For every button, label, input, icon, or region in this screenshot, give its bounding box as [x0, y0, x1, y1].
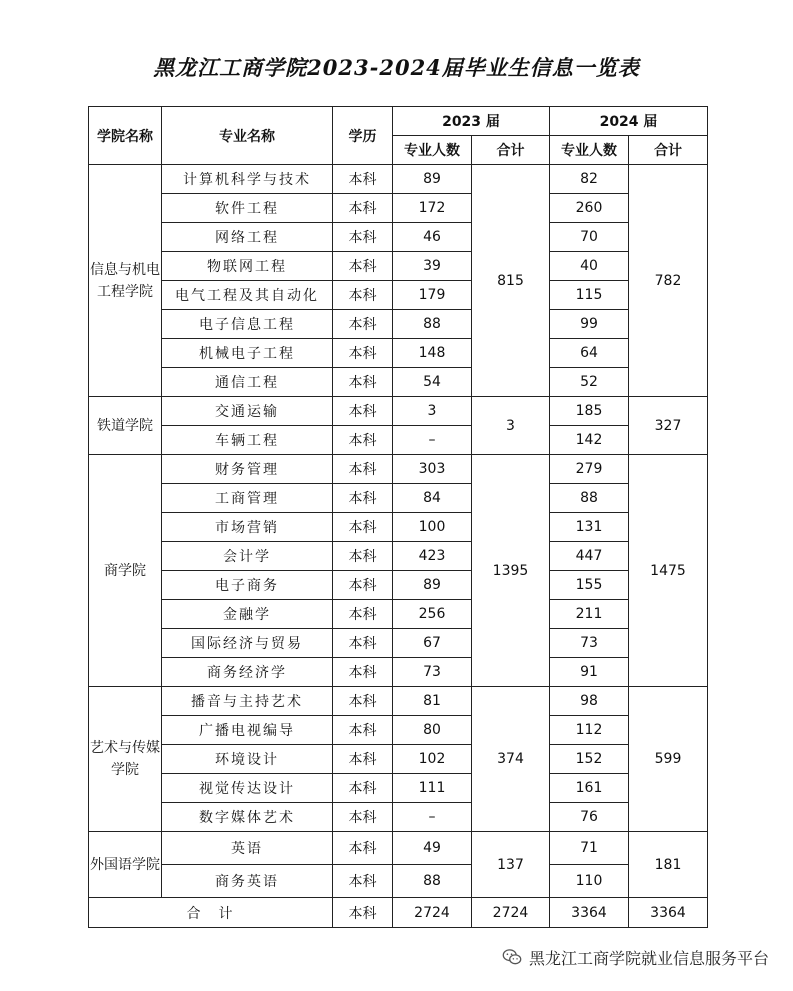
major-name: 商务经济学	[162, 658, 333, 687]
major-name: 交通运输	[162, 397, 333, 426]
degree-cell: 本科	[333, 542, 393, 571]
table-row	[89, 774, 708, 803]
count-2023: 3	[393, 397, 472, 426]
count-2023: 100	[393, 513, 472, 542]
grand-total-count-2023: 2724	[393, 898, 472, 928]
major-name: 市场营销	[162, 513, 333, 542]
college-total-2023: 3	[472, 397, 550, 455]
count-2023: 67	[393, 629, 472, 658]
major-name: 电子商务	[162, 571, 333, 600]
header-degree: 学历	[333, 107, 393, 165]
grand-total-2024: 3364	[629, 898, 708, 928]
count-2023: 303	[393, 455, 472, 484]
table-row	[89, 223, 708, 252]
college-total-2024: 181	[629, 832, 708, 898]
grand-total-2023: 2724	[472, 898, 550, 928]
count-2024: 73	[550, 629, 629, 658]
count-2024: 76	[550, 803, 629, 832]
count-2023: 84	[393, 484, 472, 513]
college-name: 信息与机电工程学院	[89, 165, 162, 397]
major-name: 播音与主持艺术	[162, 687, 333, 716]
major-name: 环境设计	[162, 745, 333, 774]
degree-cell: 本科	[333, 832, 393, 865]
major-name: 电气工程及其自动化	[162, 281, 333, 310]
table-row	[89, 600, 708, 629]
major-name: 国际经济与贸易	[162, 629, 333, 658]
college-name: 外国语学院	[89, 832, 162, 898]
degree-cell: 本科	[333, 368, 393, 397]
count-2024: 152	[550, 745, 629, 774]
footer-text: 黑龙江工商学院就业信息服务平台	[528, 948, 769, 968]
degree-cell: 本科	[333, 165, 393, 194]
count-2024: 99	[550, 310, 629, 339]
degree-cell: 本科	[333, 397, 393, 426]
count-2023: 80	[393, 716, 472, 745]
table-row	[89, 803, 708, 832]
wechat-icon	[501, 946, 523, 968]
degree-cell: 本科	[333, 484, 393, 513]
footer-brand	[501, 944, 769, 970]
count-2023: 88	[393, 310, 472, 339]
college-total-2024: 599	[629, 687, 708, 832]
degree-cell: 本科	[333, 600, 393, 629]
degree-cell: 本科	[333, 426, 393, 455]
degree-cell: 本科	[333, 774, 393, 803]
header-count-2024: 专业人数	[550, 136, 629, 165]
major-name: 电子信息工程	[162, 310, 333, 339]
major-name: 会计学	[162, 542, 333, 571]
college-total-2023: 815	[472, 165, 550, 397]
header-total-2023: 合计	[472, 136, 550, 165]
major-name: 数字媒体艺术	[162, 803, 333, 832]
table-row	[89, 426, 708, 455]
degree-cell: 本科	[333, 571, 393, 600]
college-total-2024: 782	[629, 165, 708, 397]
count-2023: 46	[393, 223, 472, 252]
count-2023: –	[393, 803, 472, 832]
count-2024: 112	[550, 716, 629, 745]
major-name: 广播电视编导	[162, 716, 333, 745]
count-2023: 49	[393, 832, 472, 865]
degree-cell: 本科	[333, 339, 393, 368]
page-title: 黑龙江工商学院2023-2024届毕业生信息一览表	[153, 55, 640, 80]
count-2024: 91	[550, 658, 629, 687]
count-2024: 185	[550, 397, 629, 426]
college-total-2023: 137	[472, 832, 550, 898]
major-name: 计算机科学与技术	[162, 165, 333, 194]
degree-cell: 本科	[333, 252, 393, 281]
table-row	[89, 339, 708, 368]
table-row	[89, 368, 708, 397]
table-row	[89, 252, 708, 281]
count-2024: 88	[550, 484, 629, 513]
degree-cell: 本科	[333, 865, 393, 898]
degree-cell: 本科	[333, 223, 393, 252]
table-body	[89, 107, 708, 928]
table-row	[89, 310, 708, 339]
grand-total-label: 合 计	[89, 898, 333, 928]
college-name: 艺术与传媒学院	[89, 687, 162, 832]
table-row	[89, 745, 708, 774]
table-row	[89, 455, 708, 484]
college-name: 铁道学院	[89, 397, 162, 455]
count-2024: 70	[550, 223, 629, 252]
major-name: 财务管理	[162, 455, 333, 484]
degree-cell: 本科	[333, 281, 393, 310]
table-row	[89, 281, 708, 310]
count-2024: 52	[550, 368, 629, 397]
table-row	[89, 397, 708, 426]
table-row	[89, 629, 708, 658]
degree-cell: 本科	[333, 687, 393, 716]
count-2023: 39	[393, 252, 472, 281]
header-count-2023: 专业人数	[393, 136, 472, 165]
count-2024: 161	[550, 774, 629, 803]
header-row-1	[89, 107, 708, 136]
major-name: 物联网工程	[162, 252, 333, 281]
count-2024: 98	[550, 687, 629, 716]
degree-cell: 本科	[333, 658, 393, 687]
grand-total-degree: 本科	[333, 898, 393, 928]
table-row	[89, 687, 708, 716]
count-2023: 256	[393, 600, 472, 629]
table-row	[89, 542, 708, 571]
header-major: 专业名称	[162, 107, 333, 165]
degree-cell: 本科	[333, 629, 393, 658]
major-name: 软件工程	[162, 194, 333, 223]
count-2023: 89	[393, 165, 472, 194]
count-2023: 148	[393, 339, 472, 368]
header-college: 学院名称	[89, 107, 162, 165]
count-2023: 179	[393, 281, 472, 310]
table-row	[89, 571, 708, 600]
table-row	[89, 658, 708, 687]
major-name: 视觉传达设计	[162, 774, 333, 803]
major-name: 英语	[162, 832, 333, 865]
major-name: 金融学	[162, 600, 333, 629]
degree-cell: 本科	[333, 745, 393, 774]
count-2024: 64	[550, 339, 629, 368]
count-2023: 172	[393, 194, 472, 223]
count-2023: 111	[393, 774, 472, 803]
count-2024: 82	[550, 165, 629, 194]
table-row	[89, 513, 708, 542]
count-2024: 142	[550, 426, 629, 455]
table-row	[89, 832, 708, 865]
count-2024: 110	[550, 865, 629, 898]
count-2023: –	[393, 426, 472, 455]
header-year-2023: 2023 届	[393, 107, 550, 136]
table-row	[89, 484, 708, 513]
count-2024: 71	[550, 832, 629, 865]
degree-cell: 本科	[333, 803, 393, 832]
college-total-2023: 1395	[472, 455, 550, 687]
college-total-2023: 374	[472, 687, 550, 832]
degree-cell: 本科	[333, 716, 393, 745]
degree-cell: 本科	[333, 513, 393, 542]
header-total-2024: 合计	[629, 136, 708, 165]
degree-cell: 本科	[333, 310, 393, 339]
major-name: 车辆工程	[162, 426, 333, 455]
degree-cell: 本科	[333, 194, 393, 223]
college-total-2024: 1475	[629, 455, 708, 687]
count-2024: 260	[550, 194, 629, 223]
grand-total-row	[89, 898, 708, 928]
count-2023: 102	[393, 745, 472, 774]
count-2023: 54	[393, 368, 472, 397]
count-2023: 423	[393, 542, 472, 571]
table-row	[89, 165, 708, 194]
major-name: 工商管理	[162, 484, 333, 513]
table-row	[89, 716, 708, 745]
count-2024: 279	[550, 455, 629, 484]
header-year-2024: 2024 届	[550, 107, 708, 136]
grand-total-count-2024: 3364	[550, 898, 629, 928]
count-2023: 73	[393, 658, 472, 687]
major-name: 网络工程	[162, 223, 333, 252]
count-2024: 115	[550, 281, 629, 310]
graduates-table	[88, 106, 708, 928]
count-2024: 40	[550, 252, 629, 281]
count-2024: 211	[550, 600, 629, 629]
major-name: 机械电子工程	[162, 339, 333, 368]
count-2023: 89	[393, 571, 472, 600]
major-name: 通信工程	[162, 368, 333, 397]
college-name: 商学院	[89, 455, 162, 687]
degree-cell: 本科	[333, 455, 393, 484]
major-name: 商务英语	[162, 865, 333, 898]
table-row	[89, 194, 708, 223]
count-2023: 88	[393, 865, 472, 898]
count-2023: 81	[393, 687, 472, 716]
count-2024: 131	[550, 513, 629, 542]
count-2024: 155	[550, 571, 629, 600]
college-total-2024: 327	[629, 397, 708, 455]
count-2024: 447	[550, 542, 629, 571]
table-row	[89, 865, 708, 898]
